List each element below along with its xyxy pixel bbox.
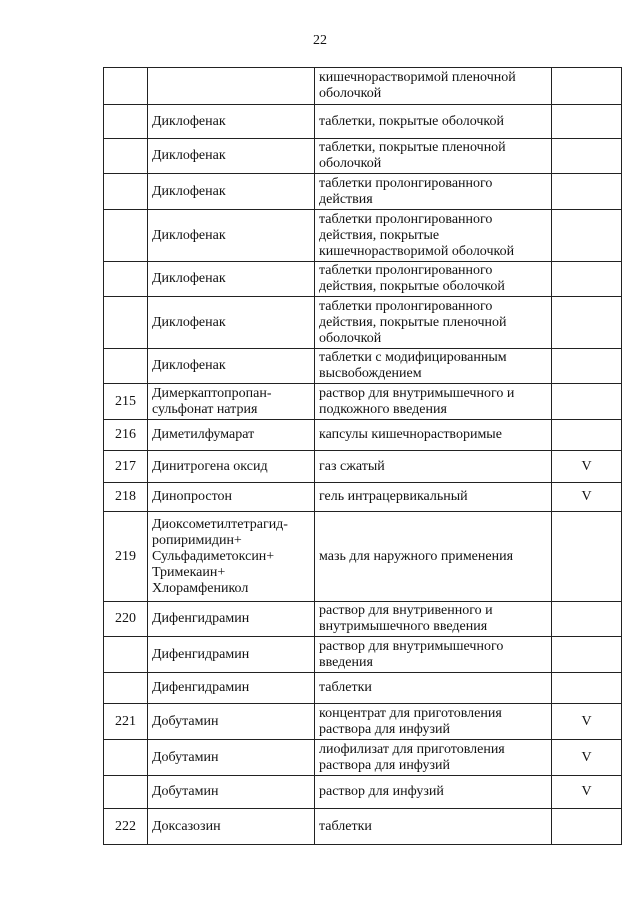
vital-mark: V (552, 740, 622, 776)
drug-name: Диклофенак (148, 210, 315, 262)
table-row (104, 262, 622, 297)
table-row (104, 637, 622, 673)
medicines-table (103, 67, 622, 845)
vital-mark (552, 349, 622, 384)
table-row (104, 809, 622, 845)
vital-mark (552, 809, 622, 845)
dosage-form: таблетки с модифицированным высвобождением (315, 349, 552, 384)
vital-mark (552, 68, 622, 105)
vital-mark: V (552, 451, 622, 483)
dosage-form: газ сжатый (315, 451, 552, 483)
table-row (104, 420, 622, 451)
vital-mark (552, 512, 622, 602)
row-number (104, 637, 148, 673)
dosage-form: лиофилизат для приготовления раствора для инфузий (315, 740, 552, 776)
table-row (104, 174, 622, 210)
dosage-form: таблетки пролонгированного действия (315, 174, 552, 210)
row-number (104, 174, 148, 210)
vital-mark: V (552, 483, 622, 512)
drug-name: Диоксометилтетрагид-ропиримидин+ Сульфадиметоксин+ Тримекаин+ Хлорамфеникол (148, 512, 315, 602)
row-number: 222 (104, 809, 148, 845)
row-number (104, 262, 148, 297)
drug-name (148, 68, 315, 105)
table-row (104, 105, 622, 139)
row-number: 220 (104, 602, 148, 637)
drug-name: Дифенгидрамин (148, 673, 315, 704)
row-number (104, 297, 148, 349)
dosage-form: гель интрацервикальный (315, 483, 552, 512)
vital-mark (552, 602, 622, 637)
row-number: 218 (104, 483, 148, 512)
dosage-form: таблетки (315, 809, 552, 845)
drug-name: Доксазозин (148, 809, 315, 845)
vital-mark (552, 673, 622, 704)
drug-name: Динитрогена оксид (148, 451, 315, 483)
table-row (104, 139, 622, 174)
table-row (104, 297, 622, 349)
table-row (104, 740, 622, 776)
dosage-form: раствор для инфузий (315, 776, 552, 809)
table-row (104, 483, 622, 512)
dosage-form: раствор для внутривенного и внутримышечного введения (315, 602, 552, 637)
table-row (104, 210, 622, 262)
dosage-form: таблетки пролонгированного действия, покрытые пленочной оболочкой (315, 297, 552, 349)
table-row (104, 602, 622, 637)
row-number (104, 139, 148, 174)
drug-name: Дифенгидрамин (148, 637, 315, 673)
drug-name: Добутамин (148, 704, 315, 740)
dosage-form: таблетки (315, 673, 552, 704)
table-row (104, 704, 622, 740)
row-number: 216 (104, 420, 148, 451)
row-number: 221 (104, 704, 148, 740)
drug-name: Добутамин (148, 776, 315, 809)
vital-mark (552, 637, 622, 673)
vital-mark (552, 262, 622, 297)
vital-mark (552, 420, 622, 451)
row-number (104, 105, 148, 139)
drug-name: Диметилфумарат (148, 420, 315, 451)
vital-mark: V (552, 776, 622, 809)
dosage-form: мазь для наружного применения (315, 512, 552, 602)
drug-name: Динопростон (148, 483, 315, 512)
vital-mark (552, 210, 622, 262)
row-number (104, 68, 148, 105)
drug-name: Димеркаптопропан-сульфонат натрия (148, 384, 315, 420)
dosage-form: таблетки пролонгированного действия, покрытые оболочкой (315, 262, 552, 297)
drug-name: Диклофенак (148, 297, 315, 349)
table-row (104, 673, 622, 704)
vital-mark: V (552, 704, 622, 740)
dosage-form: кишечнорастворимой пленочной оболочкой (315, 68, 552, 105)
vital-mark (552, 139, 622, 174)
table-row (104, 451, 622, 483)
dosage-form: таблетки, покрытые пленочной оболочкой (315, 139, 552, 174)
row-number (104, 349, 148, 384)
vital-mark (552, 174, 622, 210)
table-row (104, 349, 622, 384)
row-number: 215 (104, 384, 148, 420)
row-number (104, 740, 148, 776)
row-number: 219 (104, 512, 148, 602)
table-row (104, 776, 622, 809)
table-row (104, 68, 622, 105)
table-row (104, 384, 622, 420)
drug-name: Диклофенак (148, 139, 315, 174)
page-number: 22 (313, 33, 327, 48)
drug-name: Диклофенак (148, 174, 315, 210)
dosage-form: раствор для внутримышечного введения (315, 637, 552, 673)
dosage-form: таблетки пролонгированного действия, покрытые кишечнорастворимой оболочкой (315, 210, 552, 262)
table-body (104, 68, 622, 845)
vital-mark (552, 384, 622, 420)
row-number: 217 (104, 451, 148, 483)
drug-name: Дифенгидрамин (148, 602, 315, 637)
row-number (104, 673, 148, 704)
dosage-form: раствор для внутримышечного и подкожного введения (315, 384, 552, 420)
dosage-form: капсулы кишечнорастворимые (315, 420, 552, 451)
row-number (104, 776, 148, 809)
drug-name: Добутамин (148, 740, 315, 776)
vital-mark (552, 105, 622, 139)
table-row (104, 512, 622, 602)
vital-mark (552, 297, 622, 349)
drug-name: Диклофенак (148, 349, 315, 384)
drug-name: Диклофенак (148, 105, 315, 139)
dosage-form: таблетки, покрытые оболочкой (315, 105, 552, 139)
row-number (104, 210, 148, 262)
drug-name: Диклофенак (148, 262, 315, 297)
dosage-form: концентрат для приготовления раствора для инфузий (315, 704, 552, 740)
